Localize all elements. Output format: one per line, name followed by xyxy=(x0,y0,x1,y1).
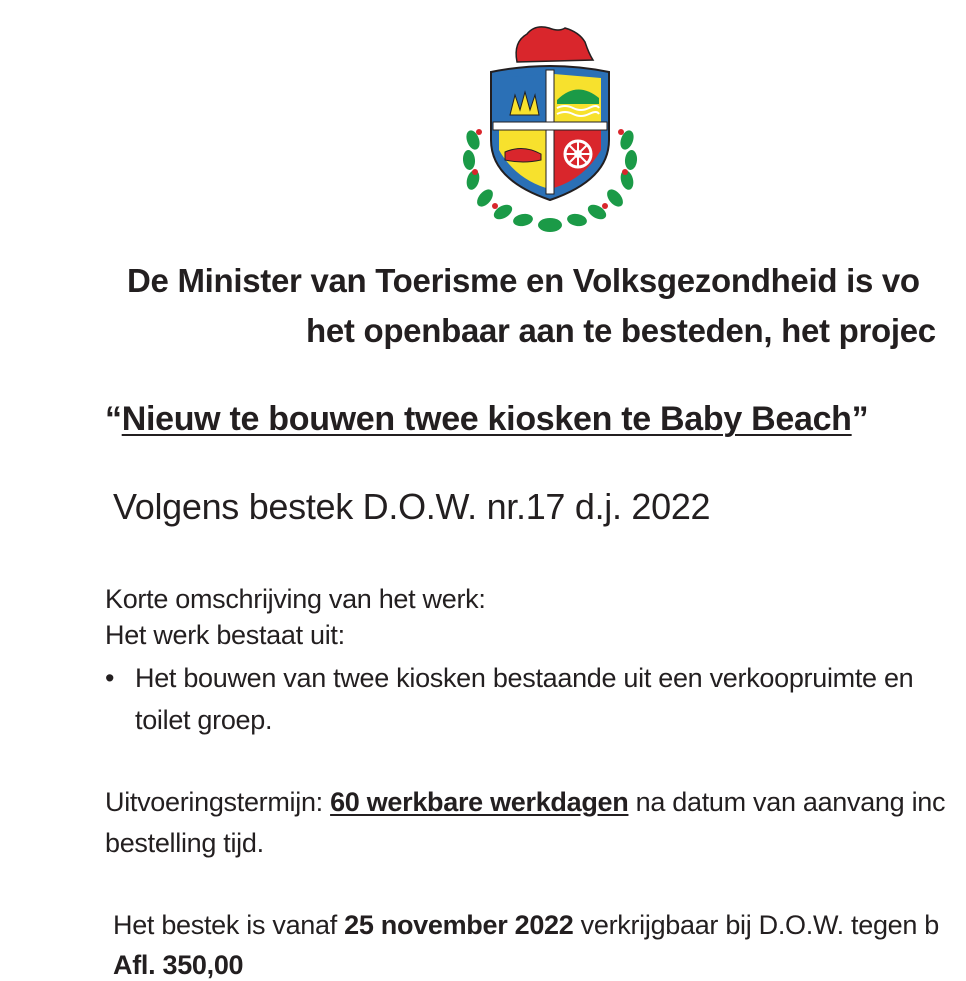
bullet: • xyxy=(105,663,115,693)
project-title xyxy=(105,400,868,439)
availability-line xyxy=(113,910,939,941)
term-label: Uitvoeringstermijn: xyxy=(105,787,331,817)
availability-prefix: Het bestek is vanaf xyxy=(113,910,345,940)
project-name: Nieuw te bouwen twee kiosken te Baby Beach xyxy=(121,400,852,438)
close-quote: ” xyxy=(851,400,869,438)
availability-date: 25 november 2022 xyxy=(344,910,574,940)
bestek-reference: Volgens bestek D.O.W. nr.17 d.j. 2022 xyxy=(113,486,711,527)
execution-term-line-2: bestelling tijd. xyxy=(105,828,264,858)
list-item-text: Het bouwen van twee kiosken bestaande uit een verkoopruimte en xyxy=(135,663,914,693)
heading-line-1: De Minister van Toerisme en Volksgezondheid is vo xyxy=(127,262,920,299)
term-rest: na datum van aanvang inc xyxy=(628,787,946,817)
description-label: Korte omschrijving van het werk: xyxy=(105,584,486,614)
heading-line-2: het openbaar aan te besteden, het projec xyxy=(306,312,936,349)
open-quote: “ xyxy=(105,400,122,438)
execution-term xyxy=(105,787,945,818)
availability-rest: verkrijgbaar bij D.O.W. tegen b xyxy=(573,910,940,940)
list-item xyxy=(105,663,913,694)
price: Afl. 350,00 xyxy=(113,950,244,980)
coat-of-arms-icon xyxy=(455,20,645,235)
description-intro: Het werk bestaat uit: xyxy=(105,620,345,650)
lion-icon xyxy=(516,27,593,62)
term-value: 60 werkbare werkdagen xyxy=(330,787,629,817)
list-item-continuation: toilet groep. xyxy=(135,705,273,735)
